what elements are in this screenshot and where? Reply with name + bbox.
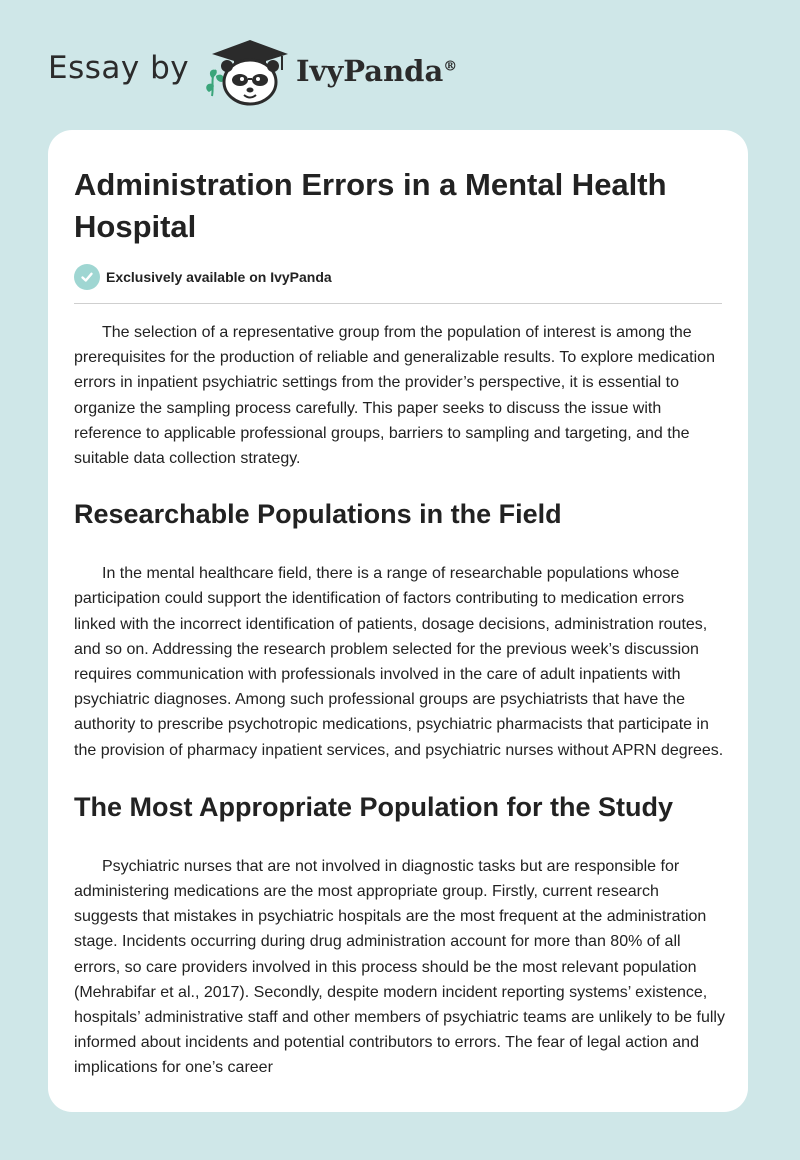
badge-label: Exclusively available on IvyPanda — [106, 269, 332, 285]
brand-name[interactable]: IvyPanda® — [296, 54, 458, 88]
site-header — [0, 0, 800, 130]
check-icon — [74, 264, 100, 290]
divider — [74, 303, 722, 304]
panda-logo-icon[interactable] — [200, 36, 292, 108]
essay-by-label: Essay by — [48, 50, 190, 86]
essay-card — [48, 130, 748, 1112]
section-heading-researchable-populations: Researchable Populations in the Field — [74, 499, 562, 530]
section-heading-appropriate-population: The Most Appropriate Population for the Study — [74, 791, 673, 822]
exclusive-badge — [74, 264, 332, 290]
registered-mark: ® — [443, 58, 458, 75]
essay-body — [74, 320, 726, 1081]
page-title: Administration Errors in a Mental Health Hospital — [74, 167, 667, 244]
intro-paragraph: The selection of a representative group from the population of interest is among the prerequisites for the production of reliable and generalizable results. To explore medication errors in inpatient psychiatric settings from the provider’s perspective, it is essential to organize the sampling process carefully. This paper seeks to discuss the issue with reference to applicable professional groups, barriers to sampling and targeting, and the suitable data collection strategy. — [74, 324, 715, 468]
section-paragraph-appropriate-population: Psychiatric nurses that are not involved in diagnostic tasks but are responsible for administering medications are the most appropriate group. Firstly, current research suggests that mistakes in psychiatric hospitals are the most frequent at the administration stage. Incidents occurring during drug administration account for more than 80% of all errors, so care providers involved in this process should be the most relevant population (Mehrabifar et al., 2017). Secondly, despite modern incident reporting systems’ existence, hospitals’ administrative staff and other members of psychiatric teams are unlikely to be fully informed about incidents and potential contributors to errors. The fear of legal action and implications for one’s career — [74, 857, 725, 1077]
section-paragraph-researchable-populations: In the mental healthcare field, there is a range of researchable populations whose participation could support the identification of factors contributing to medication errors linked with the incorrect identification of patients, dosage decisions, administration routes, and so on. Addressing the research problem selected for the previous week’s discussion requires communication with professionals involved in the care of adult inpatients with psychiatric diagnoses. Among such professional groups are psychiatrists that have the authority to prescribe psychotropic medications, psychiatric pharmacists that participate in the provision of pharmacy inpatient services, and psychiatric nurses without APRN degrees. — [74, 565, 724, 759]
